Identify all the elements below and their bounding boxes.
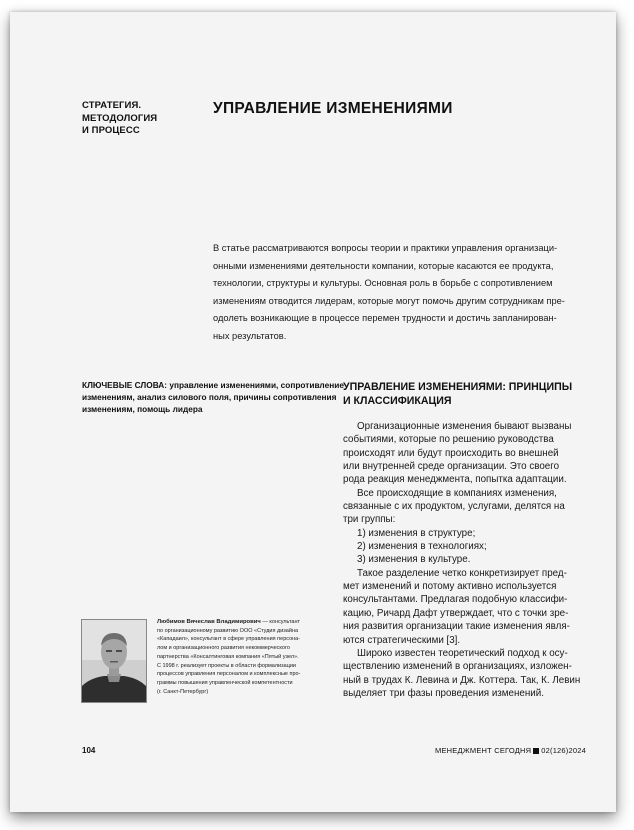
- body-line: кацию, Ричард Дафт утверждает, что с точки зре-: [343, 607, 569, 619]
- body-line: выделяет три фазы проведения изменений.: [343, 687, 544, 699]
- keywords-line: изменениям, помощь лидера: [82, 403, 203, 414]
- body-line: ществлению изменений в организациях, изложен-: [343, 661, 572, 673]
- author-name: Любимов Вячеслав Владимирович: [157, 619, 261, 625]
- body-line: ния развития организации такие изменения явля-: [343, 621, 570, 633]
- abstract-line: одолеть возникающие в процессе перемен трудности и достичь запланирован-: [213, 313, 557, 323]
- section-label: [82, 100, 202, 138]
- journal-page: [10, 12, 616, 812]
- journal-issue: 02(126)2024: [541, 746, 586, 755]
- body-line: событиями, которые по решению руководства: [343, 434, 554, 446]
- keywords: [82, 380, 344, 415]
- body-text: [343, 420, 603, 700]
- body-line: Широко известен теоретический подход к осу-: [357, 647, 568, 659]
- body-line: ются стратегическими [3].: [343, 634, 461, 646]
- body-line: рода реакция менеджмента, попытка адаптации.: [343, 474, 567, 486]
- body-line: 2) изменения в технологиях;: [357, 541, 487, 553]
- author-bio-line: — консультант: [260, 619, 301, 625]
- author-bio-line: партнерства «Консалтинговая компания «Пятый узел».: [157, 653, 299, 660]
- author-bio-line: лом и организационного развития некоммерческого: [157, 645, 290, 652]
- body-line: связанные с их продуктом, услугами, делятся на: [343, 501, 565, 513]
- article-title: УПРАВЛЕНИЕ ИЗМЕНЕНИЯМИ: [213, 100, 453, 117]
- author-bio-line: по организационному развитию ООО «Студия дизайна: [157, 627, 299, 634]
- author-bio: [157, 618, 327, 696]
- author-bio-line: С 1998 г. реализует проекты в области формализации: [157, 662, 296, 669]
- author-bio-line: граммы повышения управленческой компетентности: [157, 679, 293, 686]
- author-bio-line: «Кападаил», консультант в сфере управления персона-: [157, 636, 301, 643]
- body-line: Такое разделение четко конкретизирует пред-: [357, 567, 567, 579]
- body-line: или внутренней среде организации. Это своего: [343, 461, 560, 473]
- keywords-line: КЛЮЧЕВЫЕ СЛОВА: управление изменениями, сопротивление: [82, 380, 344, 390]
- abstract-line: технологии, структуры и культуры. Основная роль в борьбе с сопротивлением: [213, 278, 553, 288]
- body-line: 1) изменения в структуре;: [357, 527, 476, 539]
- section-heading-line: УПРАВЛЕНИЕ ИЗМЕНЕНИЯМИ: ПРИНЦИПЫ: [343, 381, 573, 393]
- abstract-line: ных результатов.: [213, 330, 287, 341]
- body-line: мет изменений и потому активно используется: [343, 581, 557, 593]
- journal-name: МЕНЕДЖМЕНТ СЕГОДНЯ: [435, 746, 532, 755]
- page-number: 104: [82, 746, 96, 755]
- journal-footer: [435, 746, 586, 755]
- abstract-line: изменениям отводится лидерам, которые могут помочь другим сотрудникам пре-: [213, 295, 565, 306]
- author-photo: [81, 619, 147, 703]
- body-line: 3) изменения в культуре.: [357, 554, 471, 566]
- author-portrait-image: [82, 620, 146, 702]
- author-bio-line: процессов управления персоналом и комплексные про-: [157, 671, 301, 678]
- section-label-line: СТРАТЕГИЯ.: [82, 100, 142, 111]
- body-line: происходят или будут происходить во внешней: [343, 447, 559, 459]
- author-bio-line: (г. Санкт-Петербург): [157, 688, 209, 695]
- section-heading: [343, 380, 603, 408]
- abstract-line: онными изменениями деятельности компании, которые касаются ее продукта,: [213, 260, 554, 271]
- section-label-line: И ПРОЦЕСС: [82, 125, 140, 136]
- body-line: Организационные изменения бывают вызваны: [357, 421, 572, 432]
- section-heading-line: И КЛАССИФИКАЦИЯ: [343, 395, 452, 407]
- body-line: ный в трудах К. Левина и Дж. Коттера. Так, К. Левин: [343, 674, 581, 686]
- body-line: консультантами. Предлагая подобную классифи-: [343, 594, 568, 606]
- abstract-line: В статье рассматриваются вопросы теории и практики управления организаци-: [213, 243, 558, 253]
- section-label-line: МЕТОДОЛОГИЯ: [82, 112, 158, 124]
- square-separator-icon: [533, 748, 539, 754]
- body-line: Все происходящие в компаниях изменения,: [357, 487, 557, 499]
- keywords-line: изменениям, анализ силового поля, причины сопротивления: [82, 391, 337, 402]
- abstract: [213, 240, 596, 345]
- body-line: три группы:: [343, 514, 396, 526]
